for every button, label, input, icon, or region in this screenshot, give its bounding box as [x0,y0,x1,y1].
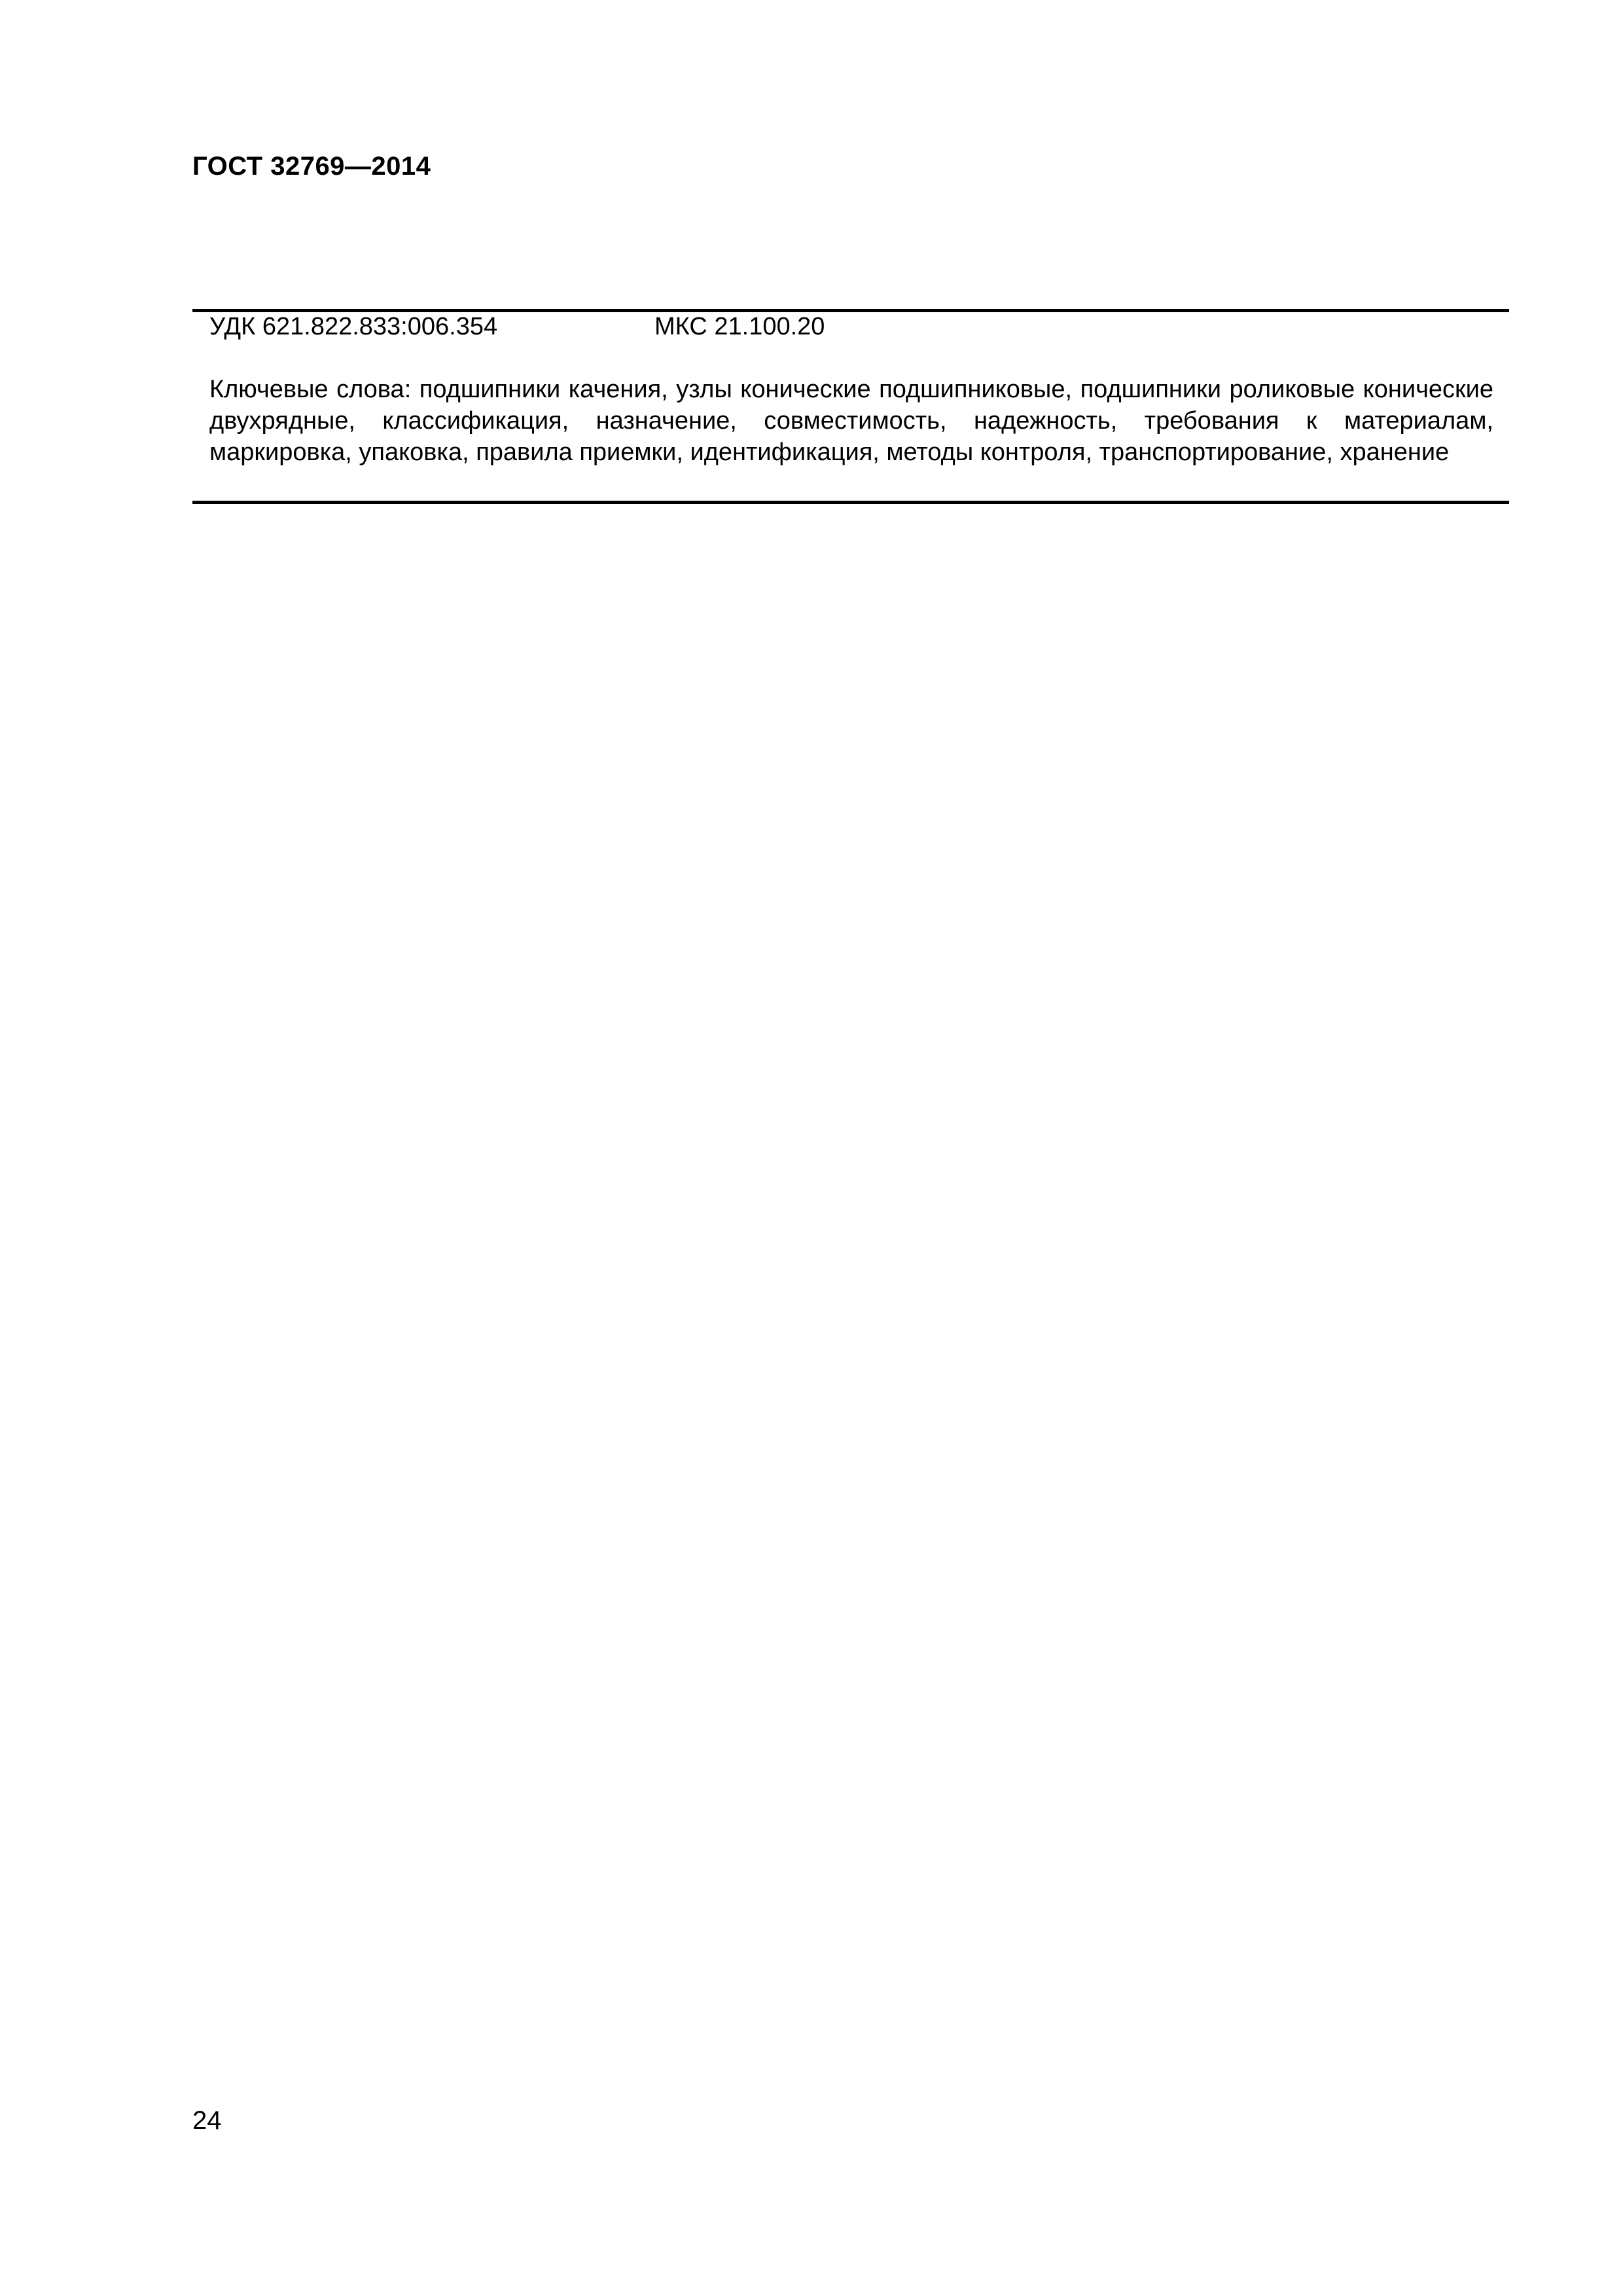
top-divider [192,309,1509,312]
keywords-paragraph: Ключевые слова: подшипники качения, узлы конические подшипниковые, подшипники роликовые конические двухрядные, классификация, назначение, совместимость, надежность, требования к материалам, маркировка, упаковка, правила приемки, идентификация, методы контроля, транспортирование, хранение [209,376,1493,466]
standard-code-header: ГОСТ 32769—2014 [192,152,431,181]
mks-code: МКС 21.100.20 [654,313,825,340]
page-number: 24 [192,2106,222,2135]
bottom-divider [192,501,1509,504]
udk-code: УДК 621.822.833:006.354 [209,313,498,340]
